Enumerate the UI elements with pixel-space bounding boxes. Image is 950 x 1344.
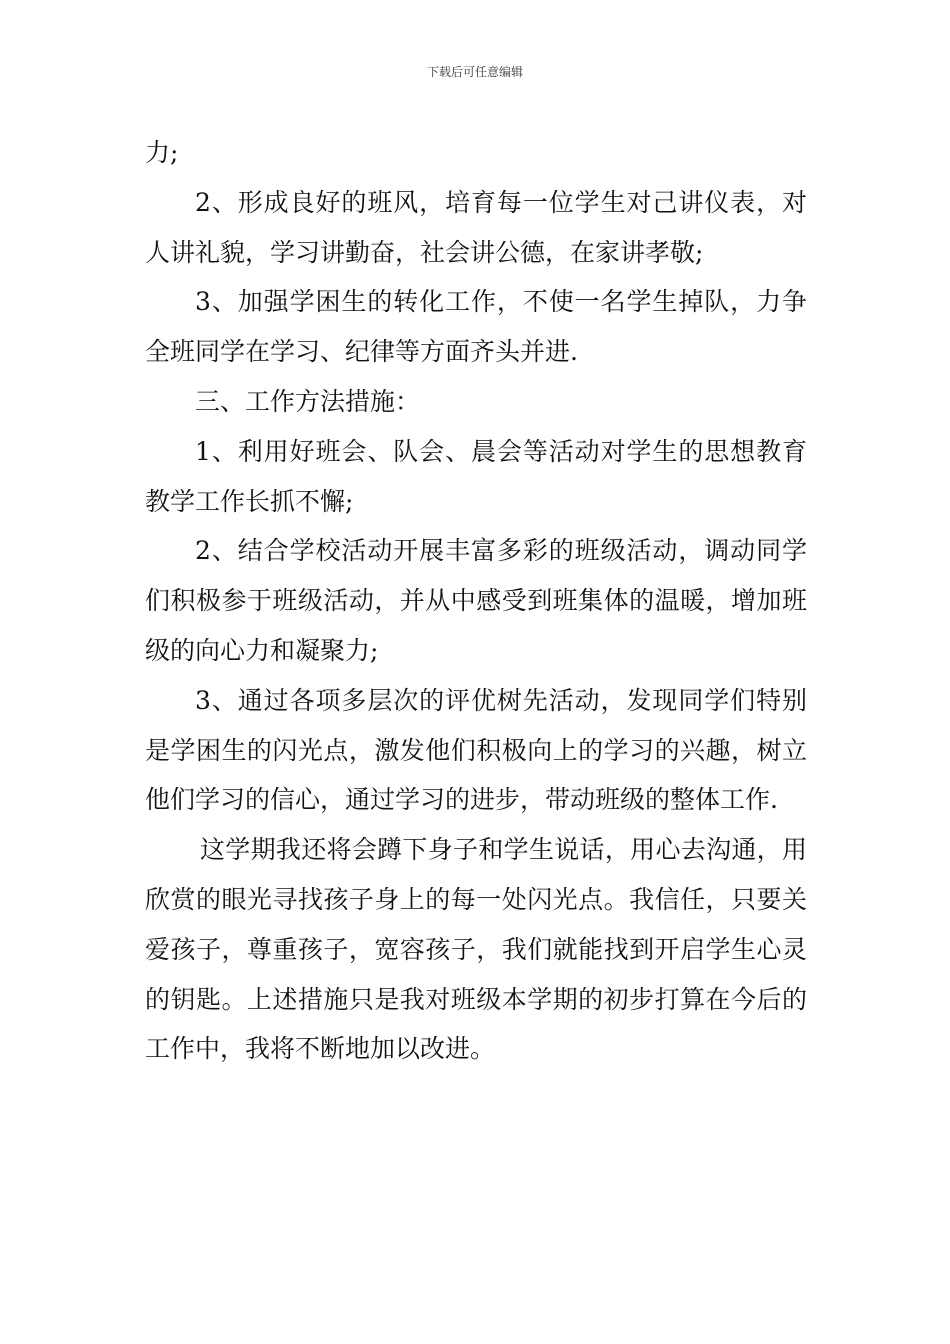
paragraph-method-3: 3、通过各项多层次的评优树先活动，发现同学们特别是学困生的闪光点，激发他们积极向上的学习的兴趣，树立他们学习的信心，通过学习的进步，带动班级的整体工作. xyxy=(145,685,807,815)
document-body xyxy=(145,128,807,1074)
paragraph-goal-3: 3、加强学困生的转化工作，不使一名学生掉队，力争全班同学在学习、纪律等方面齐头并进. xyxy=(145,287,807,367)
paragraph-method-1: 1、利用好班会、队会、晨会等活动对学生的思想教育教学工作长抓不懈; xyxy=(145,436,807,516)
page-header: 下载后可任意编辑 xyxy=(426,65,523,79)
section-heading-methods: 三、工作方法措施： xyxy=(195,386,421,416)
paragraph-method-2: 2、结合学校活动开展丰富多彩的班级活动，调动同学们积极参于班级活动，并从中感受到班集体的温暖，增加班级的向心力和凝聚力; xyxy=(145,536,807,665)
paragraph-continuation: 力; xyxy=(145,138,179,167)
paragraph-closing: 这学期我还将会蹲下身子和学生说话，用心去沟通，用欣赏的眼光寻找孩子身上的每一处闪光点。我信任，只要关爱孩子，尊重孩子，宽容孩子，我们就能找到开启学生心灵的钥匙。上述措施只是我对班级本学期的初步打算在今后的工作中，我将不断地加以改进。 xyxy=(145,835,807,1064)
paragraph-goal-2: 2、形成良好的班风，培育每一位学生对己讲仪表，对人讲礼貌，学习讲勤奋，社会讲公德，在家讲孝敬; xyxy=(145,187,807,267)
